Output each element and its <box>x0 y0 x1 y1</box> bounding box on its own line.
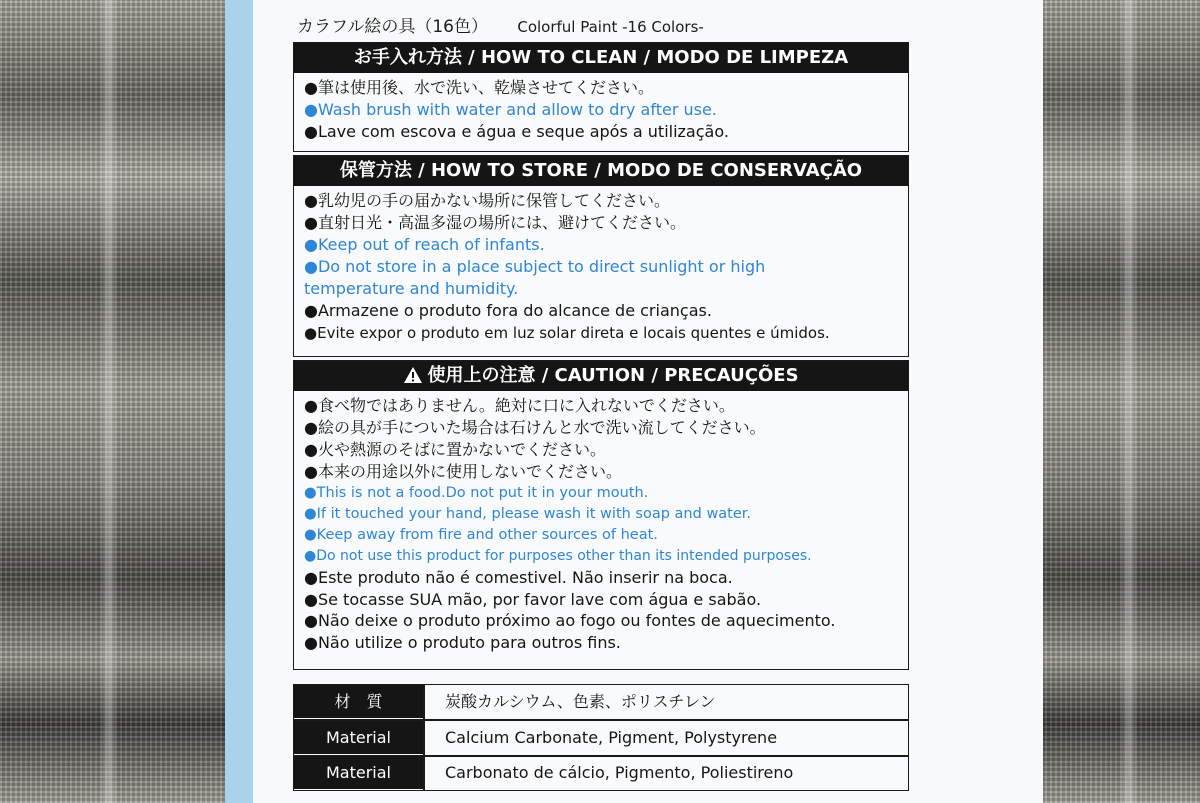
plastic-sheen <box>100 0 118 803</box>
product-title-en: Colorful Paint -16 Colors- <box>517 18 704 36</box>
section-lines <box>294 73 908 143</box>
table-row <box>294 685 908 718</box>
instruction-line: ●Keep away from fire and other sources of heat. <box>304 527 658 543</box>
instruction-line: ●筆は使用後、水で洗い、乾燥させてください。 <box>304 78 654 97</box>
instruction-line: ●食べ物ではありません。絶対に口に入れないでください。 <box>304 396 735 415</box>
instruction-line: ●Armazene o produto fora do alcance de crianças. <box>304 301 712 320</box>
instruction-line: ●Do not store in a place subject to direct sunlight or high <box>304 257 766 276</box>
material-value: Calcium Carbonate, Pigment, Polystyrene <box>445 728 778 747</box>
product-title-ja: カラフル絵の具（16色） <box>297 17 488 37</box>
instruction-line: ●本来の用途以外に使用しないでください。 <box>304 462 622 481</box>
instruction-line: ●Não utilize o produto para outros fins. <box>304 632 621 652</box>
instruction-line: ●Não deixe o produto próximo ao fogo ou fontes de aquecimento. <box>304 611 836 630</box>
product-title <box>297 12 704 37</box>
burlap-background-left <box>0 0 230 803</box>
instruction-line: ●直射日光・高温多湿の場所には、避けてください。 <box>304 213 686 232</box>
section-lines <box>294 391 908 653</box>
section-how-to-store <box>293 155 909 357</box>
section-header: 保管方法 / HOW TO STORE / MODO DE CONSERVAÇÃO <box>294 156 908 186</box>
section-header: お手入れ方法 / HOW TO CLEAN / MODO DE LIMPEZA <box>294 43 908 73</box>
material-label: Material <box>294 721 423 754</box>
instruction-line: ●Do not use this product for purposes other than its intended purposes. <box>304 548 812 564</box>
instruction-line: ●火や熱源のそばに置かないでください。 <box>304 440 606 459</box>
warning-triangle-icon <box>403 366 423 384</box>
section-header <box>294 361 908 391</box>
material-value: 炭酸カルシウム、色素、ポリスチレン <box>445 692 716 711</box>
table-row <box>294 756 908 789</box>
materials-table <box>293 684 909 791</box>
material-value: Carbonato de cálcio, Pigmento, Poliestireno <box>445 763 794 782</box>
instruction-line: ●Lave com escova e água e seque após a utilização. <box>304 122 729 141</box>
instruction-line: ●This is not a food.Do not put it in your mouth. <box>304 485 649 501</box>
instruction-line: ●乳幼児の手の届かない場所に保管してください。 <box>304 191 670 210</box>
table-row <box>294 721 908 754</box>
instruction-line: ●絵の具が手についた場合は石けんと水で洗い流してください。 <box>304 418 766 437</box>
material-label: Material <box>294 756 423 789</box>
section-caution <box>293 360 909 670</box>
instruction-line: temperature and humidity. <box>304 279 519 298</box>
instruction-line: ●If it touched your hand, please wash it with soap and water. <box>304 506 752 522</box>
plastic-sheen <box>1120 0 1138 803</box>
section-header-text: 使用上の注意 / CAUTION / PRECAUÇÕES <box>427 365 799 386</box>
section-how-to-clean <box>293 42 909 152</box>
material-label: 材 質 <box>294 685 423 718</box>
instruction-line: ●Evite expor o produto em luz solar direta e locais quentes e úmidos. <box>304 324 830 342</box>
section-lines <box>294 186 908 344</box>
instruction-line: ●Keep out of reach of infants. <box>304 235 545 254</box>
instruction-line: ●Este produto não é comestivel. Não inserir na boca. <box>304 568 733 587</box>
burlap-background-right <box>1040 0 1200 803</box>
instruction-line: ●Wash brush with water and allow to dry after use. <box>304 100 717 119</box>
instruction-line: ●Se tocasse SUA mão, por favor lave com água e sabão. <box>304 589 762 609</box>
